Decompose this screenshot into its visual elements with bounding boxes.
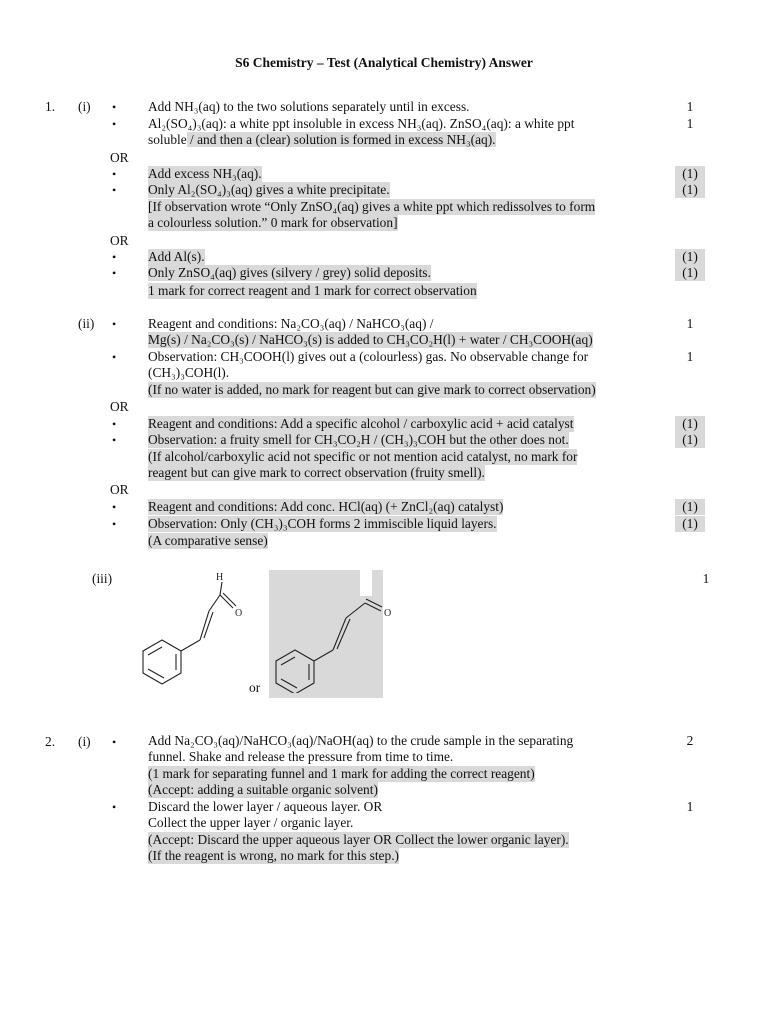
answer-line <box>148 132 496 148</box>
part-i-label: (i) <box>78 99 91 114</box>
answer-line: Observation: a fruity smell for CH₃CO₂H / (CH₃)₃COH but the other does not. <box>148 432 569 447</box>
part-i-label: (i) <box>78 734 91 749</box>
answer-line: Observation: Only (CH₃)₃COH forms 2 immiscible liquid layers. <box>148 516 497 531</box>
answer-line: (Accept: Discard the upper aqueous layer OR Collect the lower organic layer). <box>148 832 569 847</box>
bullet: • <box>112 433 117 447</box>
hydrogen-label: H <box>216 572 224 583</box>
answer-line: Only ZnSO₄(aq) gives (silvery / grey) solid deposits. <box>148 265 431 280</box>
mark: 1 <box>686 799 694 814</box>
mark: (1) <box>675 182 705 198</box>
answer-line: 1 mark for correct reagent and 1 mark for correct observation <box>148 283 477 298</box>
mark: (1) <box>675 432 705 448</box>
mark: 2 <box>686 733 694 748</box>
answer-line: Only Al₂(SO₄)₃(aq) gives a white precipitate. <box>148 182 390 197</box>
bullet: • <box>112 417 117 431</box>
answer-line: Collect the upper layer / organic layer. <box>148 815 354 830</box>
bullet: • <box>112 266 117 280</box>
mark: (1) <box>675 265 705 281</box>
answer-line: funnel. Shake and release the pressure from time to time. <box>148 749 454 764</box>
answer-line: reagent but can give mark to correct observation (fruity smell). <box>148 465 485 480</box>
or-label: OR <box>110 233 129 248</box>
or-label: OR <box>110 482 129 497</box>
bullet: • <box>112 100 117 114</box>
answer-line: Add NH₃(aq) to the two solutions separately until in excess. <box>148 99 470 114</box>
mark: (1) <box>675 416 705 432</box>
answer-line: Add Na₂CO₃(aq)/NaHCO₃(aq)/NaOH(aq) to the crude sample in the separating <box>148 733 574 748</box>
or-label: OR <box>110 399 129 414</box>
mark: 1 <box>686 349 694 364</box>
mark: 1 <box>686 316 694 331</box>
answer-line: Al₂(SO₄)₃(aq): a white ppt insoluble in excess NH₃(aq). ZnSO₄(aq): a white ppt <box>148 116 575 131</box>
or-label: OR <box>110 150 129 165</box>
bullet: • <box>112 735 117 749</box>
cinnamaldehyde-structure-1 <box>120 568 250 693</box>
answer-line: Add excess NH₃(aq). <box>148 166 262 181</box>
bullet: • <box>112 800 117 814</box>
page-title: S6 Chemistry – Test (Analytical Chemistry) Answer <box>235 55 533 70</box>
oxygen-label: O <box>235 608 243 619</box>
answer-line: Add Al(s). <box>148 249 205 264</box>
question-2-number: 2. <box>45 734 56 749</box>
cinnamaldehyde-structure-2 <box>262 568 402 693</box>
answer-line: a colourless solution.” 0 mark for observation] <box>148 215 398 230</box>
bullet: • <box>112 167 117 181</box>
answer-line: Discard the lower layer / aqueous layer. OR <box>148 799 383 814</box>
answer-line: Reagent and conditions: Add a specific alcohol / carboxylic acid + acid catalyst <box>148 416 574 431</box>
bullet: • <box>112 350 117 364</box>
answer-line: (Accept: adding a suitable organic solvent) <box>148 782 378 797</box>
answer-line: [If observation wrote “Only ZnSO₄(aq) gives a white ppt which redissolves to form <box>148 199 596 214</box>
answer-line: (1 mark for separating funnel and 1 mark for adding the correct reagent) <box>148 766 535 781</box>
answer-text: soluble <box>148 132 187 147</box>
mark: (1) <box>675 499 705 515</box>
answer-line: (CH₃)₃COH(l). <box>148 365 230 380</box>
bullet: • <box>112 117 117 131</box>
answer-line: (If the reagent is wrong, no mark for this step.) <box>148 848 400 863</box>
mark: 1 <box>702 571 710 586</box>
bullet: • <box>112 183 117 197</box>
answer-line: Observation: CH₃COOH(l) gives out a (colourless) gas. No observable change for <box>148 349 589 364</box>
answer-line: Reagent and conditions: Na₂CO₃(aq) / NaHCO₃(aq) / <box>148 316 434 331</box>
highlighted-text: / and then a (clear) solution is formed in excess NH₃(aq). <box>186 132 496 147</box>
part-iii-label: (iii) <box>92 571 113 586</box>
mark: (1) <box>675 249 705 265</box>
oxygen-label: O <box>384 608 392 619</box>
mark: 1 <box>686 99 694 114</box>
answer-line: Reagent and conditions: Add conc. HCl(aq) (+ ZnCl₂(aq) catalyst) <box>148 499 504 514</box>
bullet: • <box>112 317 117 331</box>
mark: 1 <box>686 116 694 131</box>
mark: (1) <box>675 166 705 182</box>
mark: (1) <box>675 516 705 532</box>
bullet: • <box>112 250 117 264</box>
question-1-number: 1. <box>45 99 56 114</box>
answer-line: (If no water is added, no mark for reagent but can give mark to correct observation) <box>148 382 596 397</box>
answer-line: Mg(s) / Na₂CO₃(s) / NaHCO₃(s) is added to CH₃CO₂H(l) + water / CH₃COOH(aq) <box>148 332 593 347</box>
answer-line: (A comparative sense) <box>148 533 268 548</box>
part-ii-label: (ii) <box>78 316 95 331</box>
bullet: • <box>112 500 117 514</box>
bullet: • <box>112 517 117 531</box>
answer-line: (If alcohol/carboxylic acid not specific or not mention acid catalyst, no mark for <box>148 449 578 464</box>
or-label: or <box>249 680 261 695</box>
